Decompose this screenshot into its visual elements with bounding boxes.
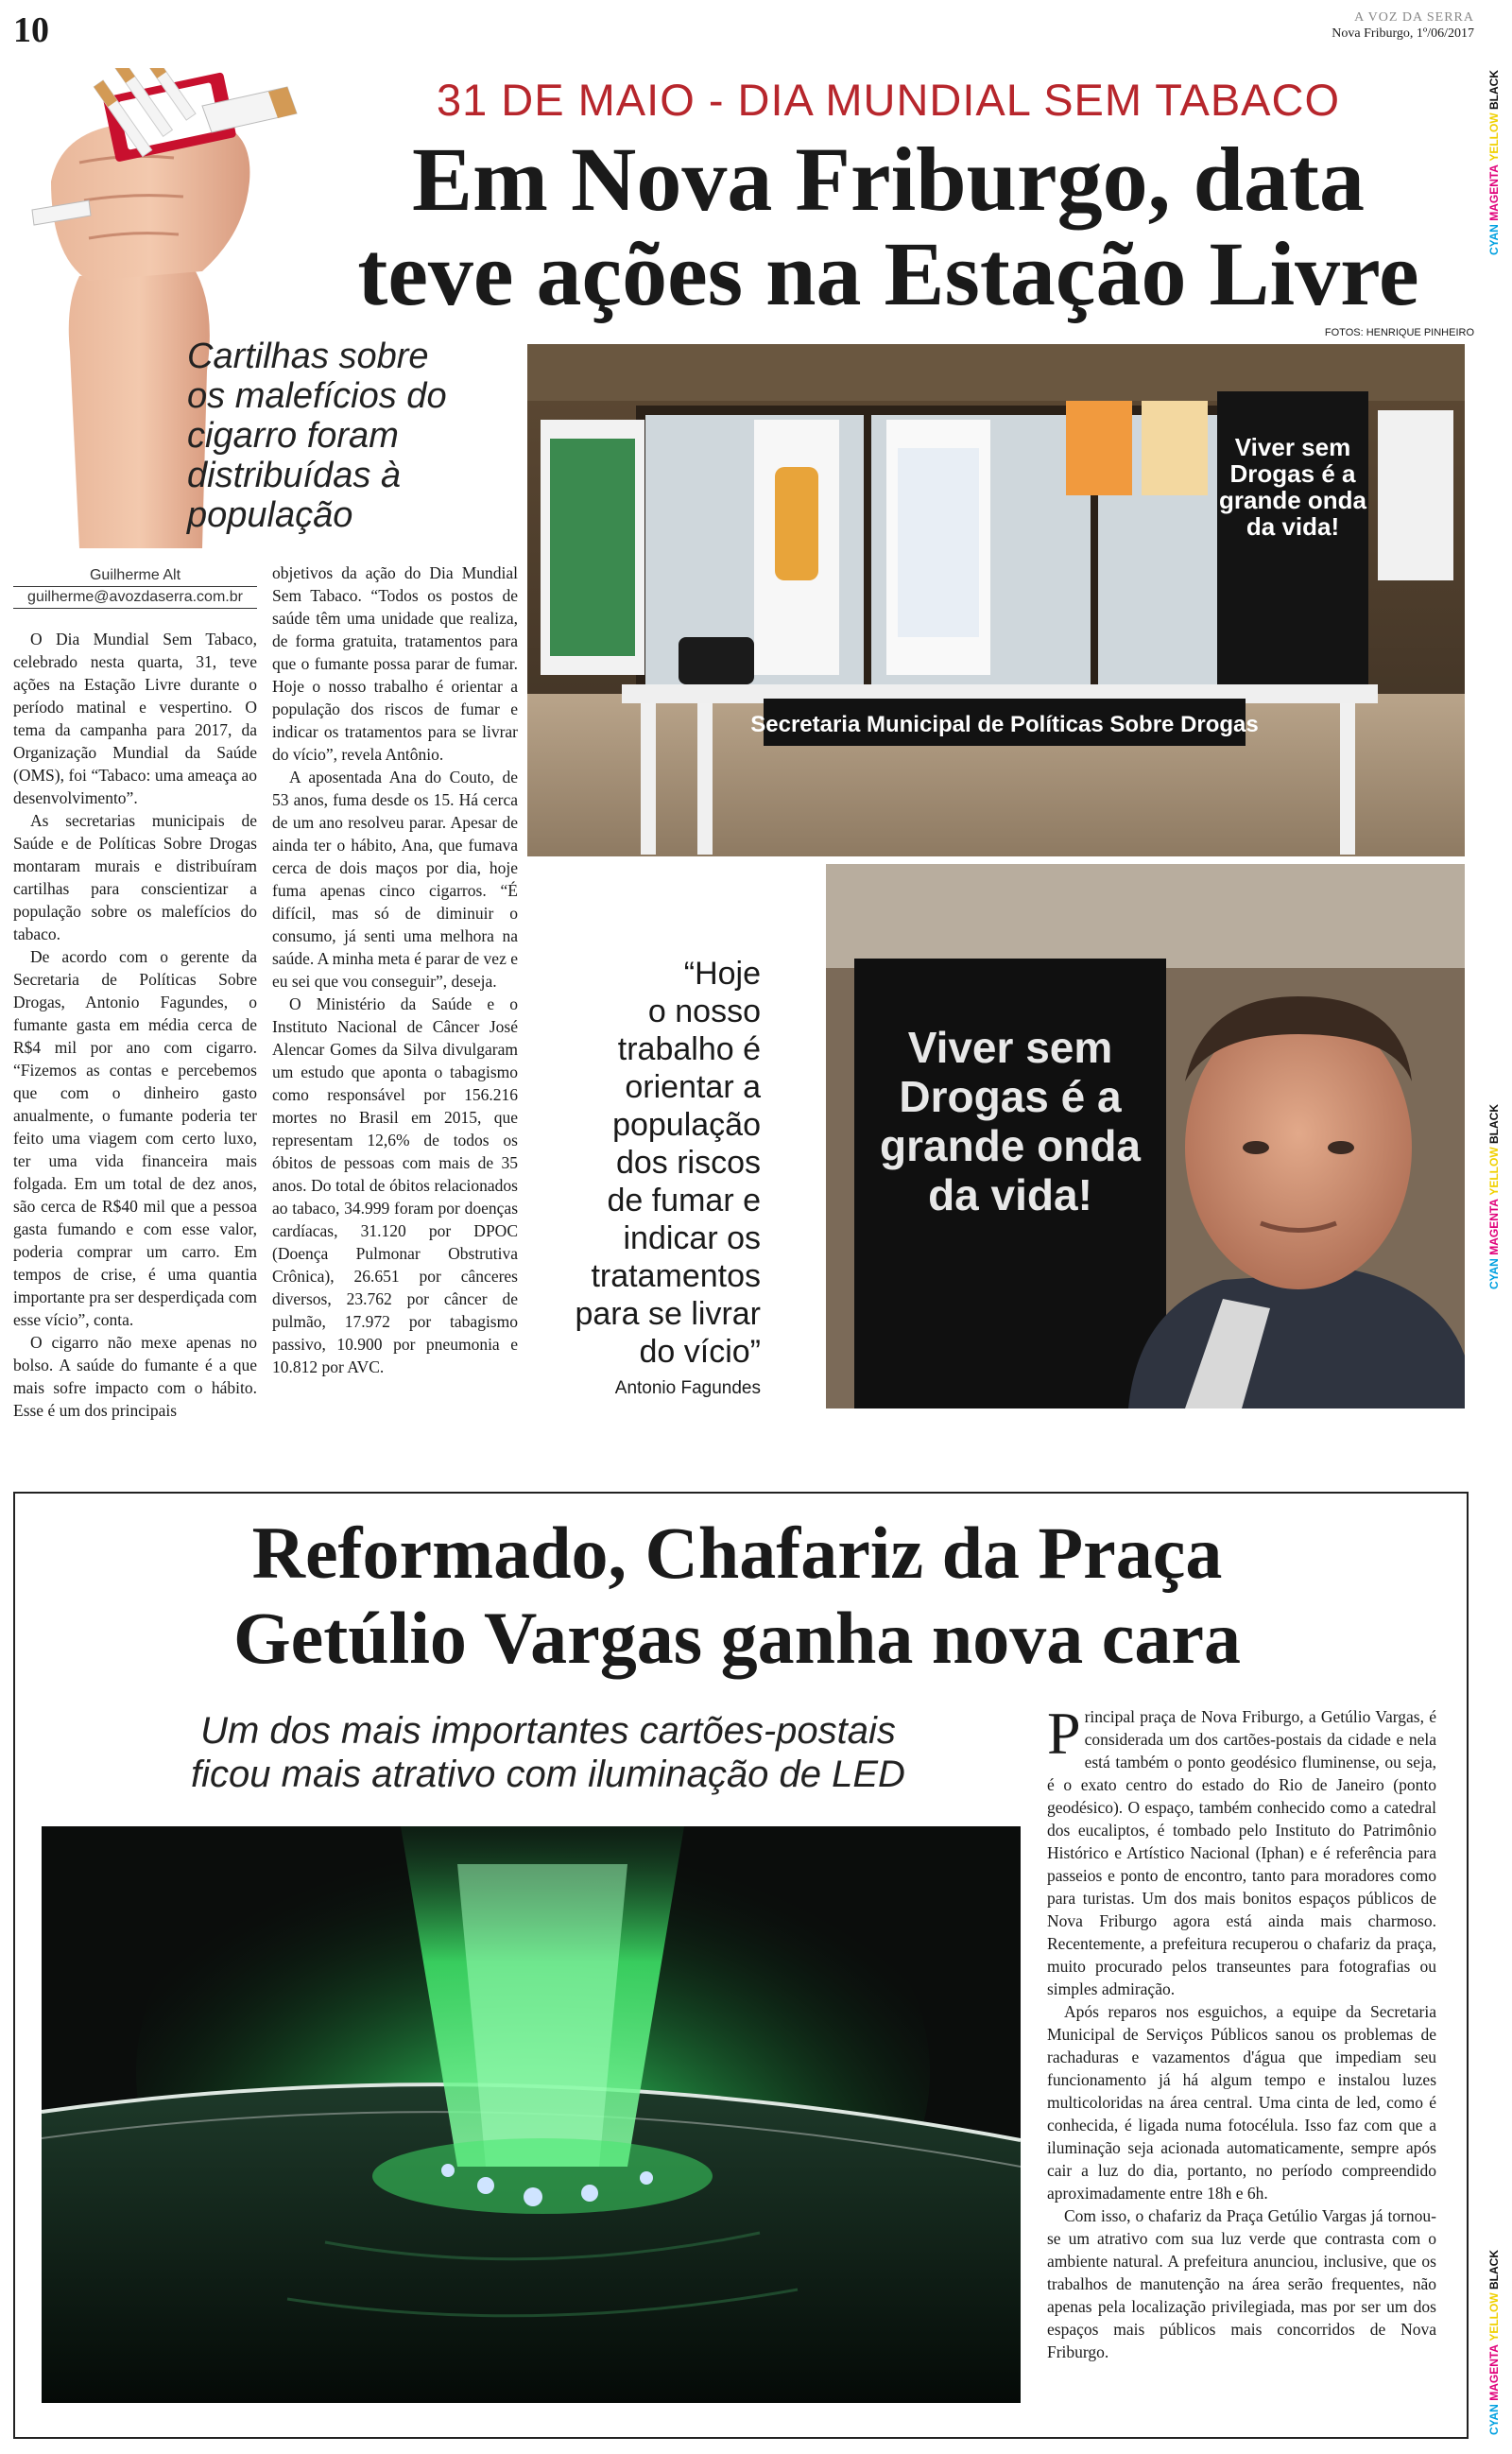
poster-text-line: Drogas é a bbox=[1229, 459, 1356, 488]
article1-column2 bbox=[272, 562, 518, 1378]
paragraph: Principal praça de Nova Friburgo, a Getúlio Vargas, é considerada um dos cartões-postais da cidade e nela está também o ponto geodésico fluminense, ou seja, é o exato centro do estado do Rio de Janeiro (ponto geodésico). O espaço, também conhecido como a catedral dos eucaliptos, é tombado pelo Instituto do Patrimônio Histórico e Artístico Nacional (Iphan) e é referência para passeios e ponto de encontro, tanto para moradores como para turistas. Um dos mais bonitos espaços públicos de Nova Friburgo agora está ainda mais charmoso. Recentemente, a prefeitura recuperou o chafariz da praça, muito procurado pelos transeuntes para fotografias ou simples admiração. bbox=[1047, 1700, 1436, 1998]
article1-kicker: 31 DE MAIO - DIA MUNDIAL SEM TABACO bbox=[436, 75, 1341, 125]
article1-subhead: Cartilhas sobre os malefícios do cigarro foram distribuídas à população bbox=[187, 337, 447, 535]
paragraph: As secretarias municipais de Saúde e de Políticas Sobre Drogas montaram murais e distribuíram cartilhas para conscientizar a população sobre os malefícios do tabaco. bbox=[13, 811, 257, 943]
article2-subhead: Um dos mais importantes cartões-postais ficou mais atrativo com iluminação de LED bbox=[191, 1710, 905, 1795]
article2-body bbox=[1047, 1700, 1436, 2363]
article1-column1 bbox=[13, 628, 257, 1422]
poster-text-line: grande onda bbox=[1218, 486, 1367, 514]
newspaper-brand: A VOZ DA SERRA bbox=[1354, 10, 1474, 25]
author-name: Guilherme Alt bbox=[89, 567, 181, 583]
poster-text-line: Viver sem bbox=[907, 1023, 1113, 1072]
byline-rule bbox=[13, 608, 257, 609]
paragraph: Após reparos nos esguichos, a equipe da Secretaria Municipal de Serviços Públicos sanou os problemas de rachaduras e vazamentos d'água que impediam seu funcionamento já há algum tempo e instalou luzes multicoloridas na área central. Uma cinta de led, como é conhecida, é ligada numa fotocélula. Isso faz com que a iluminação seja acionada automaticamente, sempre após cair a luz do dia, portanto, no período compreendido aproximadamente entre 18h e 6h. bbox=[1047, 2002, 1436, 2203]
photo-credit: FOTOS: HENRIQUE PINHEIRO bbox=[1324, 327, 1474, 338]
registration-marks-top: CYAN MAGENTA YELLOW BLACK bbox=[1487, 70, 1501, 256]
illuminated-fountain-photo bbox=[42, 1826, 1021, 2403]
paragraph: O Ministério da Saúde e o Instituto Nacional de Câncer José Alencar Gomes da Silva divulgaram um estudo que aponta o tabagismo como responsável por 156.216 mortes no Brasil em 2015, que representam 12,6% de todos os óbitos de pessoas com mais de 35 anos. Do total de óbitos relacionados ao tabaco, 34.999 foram por doenças cardíacas, 31.120 por DPOC (Doença Pulmonar Obstrutiva Crônica), 26.651 por cânceres diversos, 23.762 por câncer de pulmão, 17.972 por tabagismo passivo, 10.900 por pneumonia e 10.812 por AVC. bbox=[272, 994, 518, 1376]
pull-quote: “Hoje o nosso trabalho é orientar a população dos riscos de fumar e indicar os tratamentos para se livrar do vício” bbox=[575, 956, 761, 1370]
poster-text-line: da vida! bbox=[928, 1170, 1092, 1219]
poster-text-line: grande onda bbox=[879, 1121, 1142, 1170]
masthead bbox=[1332, 9, 1474, 42]
paragraph: De acordo com o gerente da Secretaria de Políticas Sobre Drogas, Antonio Fagundes, o fumante gasta em média cerca de R$4 mil por ano com cigarro. “Fizemos as contas e percebemos que com o dinheiro gasto anualmente, o fumante poderia ter feito uma viagem com certo luxo, ter uma vida financeira mais folgada. Em um total de dez anos, são cerca de R$40 mil que a pessoa gasta fumando e com esse valor, poderia comprar um carro. Em tempos de crise, é uma quantia importante pra ser desperdiçada com esse vício”, conta. bbox=[13, 947, 257, 1329]
poster-text-line: da vida! bbox=[1246, 512, 1340, 541]
paragraph: O cigarro não mexe apenas no bolso. A saúde do fumante é a que mais sofre impacto com o hábito. Esse é um dos principais bbox=[13, 1333, 257, 1420]
registration-marks-bottom: CYAN MAGENTA YELLOW BLACK bbox=[1487, 2250, 1501, 2436]
page-number: 10 bbox=[13, 10, 49, 50]
byline bbox=[13, 565, 257, 609]
poster-text-line: Drogas é a bbox=[899, 1072, 1122, 1121]
article2-headline: Reformado, Chafariz da Praça Getúlio Vargas ganha nova cara bbox=[232, 1512, 1242, 1679]
pull-quote-credit: Antonio Fagundes bbox=[614, 1378, 761, 1398]
antonio-fagundes-portrait bbox=[826, 864, 1465, 1408]
author-email[interactable]: guilherme@avozdaserra.com.br bbox=[27, 589, 243, 605]
secretaria-banner-text: Secretaria Municipal de Políticas Sobre Drogas bbox=[750, 712, 1259, 737]
article1-headline: Em Nova Friburgo, data teve ações na Estação Livre bbox=[357, 129, 1419, 324]
exhibition-stand-photo bbox=[527, 344, 1465, 856]
paragraph: O Dia Mundial Sem Tabaco, celebrado nesta quarta, 31, teve ações na Estação Livre durante o período matinal e vespertino. O tema da campanha para 2017, da Organização Mundial da Saúde (OMS), foi “Tabaco: uma ameaça ao desenvolvimento”. bbox=[13, 630, 257, 807]
paragraph: objetivos da ação do Dia Mundial Sem Tabaco. “Todos os postos de saúde têm uma unidade que realiza, de forma gratuita, tratamentos para que o fumante possa parar de fumar. Hoje o nosso trabalho é orientar a população dos riscos de fumar e indicar os tratamentos para se livrar do vício”, revela Antônio. bbox=[272, 563, 518, 764]
paragraph: Com isso, o chafariz da Praça Getúlio Vargas já tornou-se um atrativo com sua luz verde que contrasta com o ambiente natural. A prefeitura anunciou, inclusive, que os trabalhos de manutenção na área serão frequentes, não apenas pela localização privilegiada, mas por ser um dos espaços mais públicos mais concorridos de Nova Friburgo. bbox=[1047, 2206, 1436, 2361]
poster-text-line: Viver sem bbox=[1234, 433, 1351, 461]
registration-marks-middle: CYAN MAGENTA YELLOW BLACK bbox=[1487, 1104, 1501, 1290]
paragraph: A aposentada Ana do Couto, de 53 anos, fuma desde os 15. Há cerca de um ano resolveu parar. Apesar de ainda ter o hábito, Ana, que fumava cerca de dois maços por dia, hoje fuma apenas cinco cigarros. “É difícil, mas só de diminuir o consumo, já senti uma melhora na saúde. A minha meta é parar de vez e eu sei que vou conseguir”, deseja. bbox=[272, 768, 518, 991]
drop-cap: P bbox=[1047, 1700, 1081, 1767]
dateline: Nova Friburgo, 1º/06/2017 bbox=[1332, 26, 1474, 41]
